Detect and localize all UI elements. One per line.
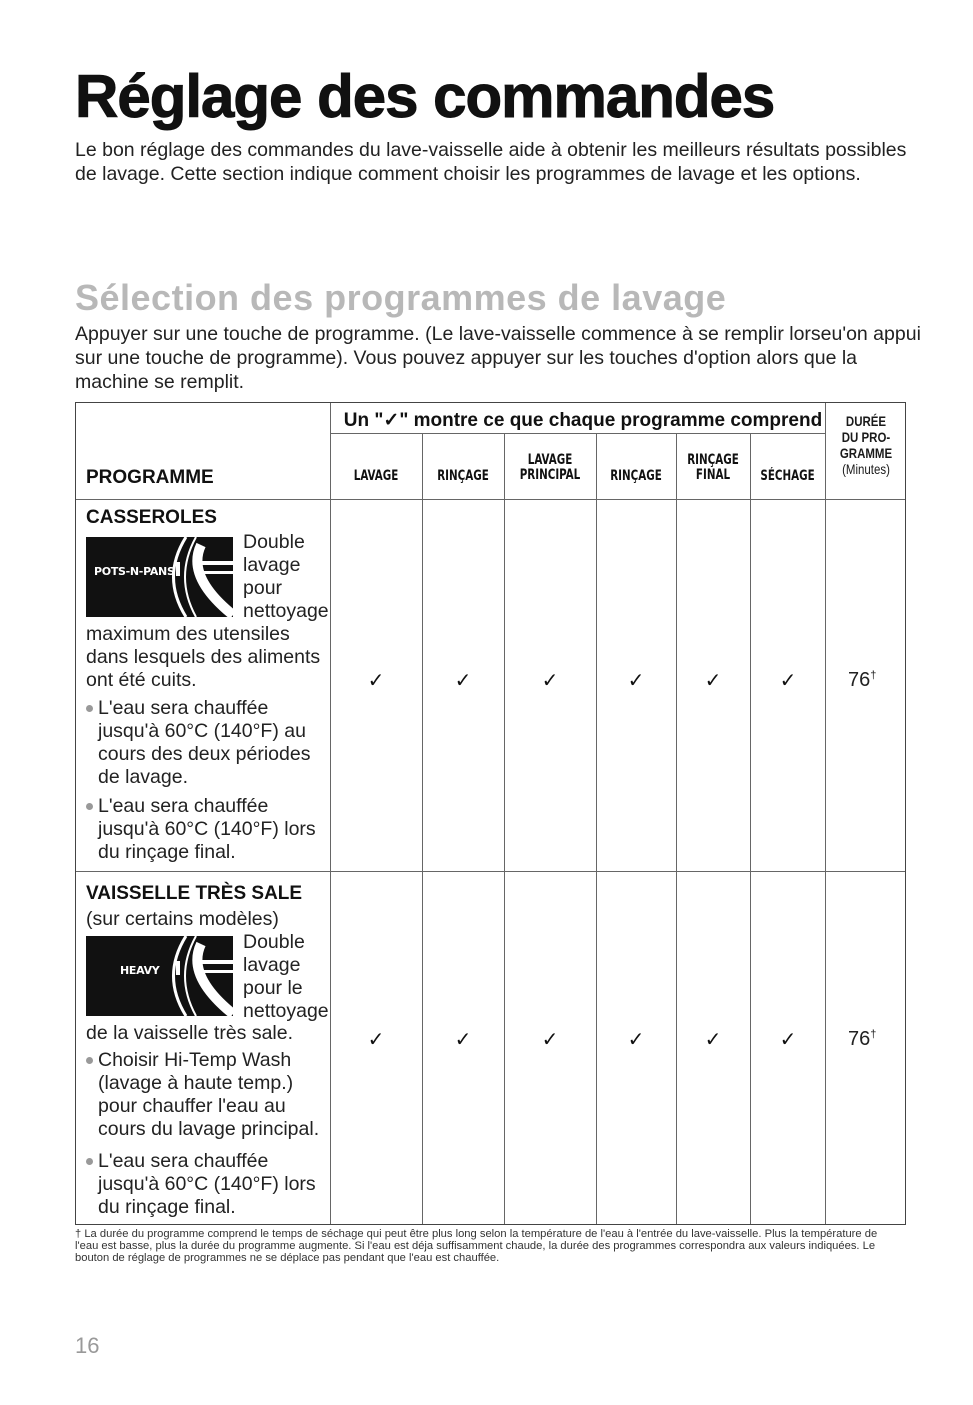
duration-value <box>848 1028 876 1051</box>
table-divider <box>596 433 597 1224</box>
bullet-text: L'eau sera chauffée jusqu'à 60°C (140°F) au cours des deux périodes de lavage. <box>98 697 311 788</box>
program-name-vaisselle-tres-sale: VAISSELLE TRÈS SALE <box>86 883 303 904</box>
program-beside-text <box>243 931 329 1023</box>
duration-header-line: DU PRO- <box>841 429 891 445</box>
beside-line: Double <box>243 931 305 953</box>
program-beside-text <box>243 531 329 623</box>
table-divider <box>330 433 825 434</box>
program-bullet <box>86 795 331 864</box>
check-mark: ✓ <box>627 668 645 692</box>
bullet-dot <box>86 705 93 712</box>
beside-line: nettoyage <box>243 600 329 622</box>
table-divider <box>676 433 677 1224</box>
check-mark: ✓ <box>367 668 385 692</box>
table-divider <box>504 433 505 1224</box>
check-mark: ✓ <box>541 668 559 692</box>
column-header-rincage-final-text: RINÇAGE FINAL <box>687 452 739 483</box>
beside-line: pour le <box>243 977 303 999</box>
bullet-dot <box>86 803 93 810</box>
column-header-lavage-principal-text: LAVAGE PRINCIPAL <box>519 452 581 483</box>
section-title: Sélection des programmes de lavage <box>75 277 727 318</box>
check-mark: ✓ <box>779 1027 797 1051</box>
program-name-casseroles: CASSEROLES <box>86 507 217 528</box>
dial-arc-icon <box>86 936 233 1016</box>
dagger-mark: † <box>870 1028 877 1041</box>
badge-label: POTS-N-PANS <box>94 565 175 578</box>
heavy-button-image <box>86 936 233 1016</box>
bullet-text: Choisir Hi-Temp Wash (lavage à haute temp.) pour chauffer l'eau au cours du lavage principal. <box>98 1049 320 1140</box>
section-intro: Appuyer sur une touche de programme. (Le lave-vaisselle commence à se remplir lorseu'on appui sur une touche de programme). Vous pouvez appuyer sur les touches d'option alors que la machine se remplit. <box>75 323 921 393</box>
beside-line: Double <box>243 531 305 553</box>
column-header-sechage: SÉCHAGE <box>760 468 815 484</box>
bullet-text: L'eau sera chauffée jusqu'à 60°C (140°F) lors du rinçage final. <box>98 1150 316 1218</box>
duration-header-line: DURÉE <box>845 413 887 429</box>
check-mark: ✓ <box>367 1027 385 1051</box>
check-mark: ✓ <box>704 668 722 692</box>
bullet-text: L'eau sera chauffée jusqu'à 60°C (140°F) lors du rinçage final. <box>98 795 316 863</box>
duration-number: 76 <box>848 1028 871 1050</box>
program-description: de la vaisselle très sale. <box>86 1022 294 1044</box>
beside-line: lavage <box>243 954 301 976</box>
program-bullet <box>86 697 331 789</box>
table-banner: Un "✓" montre ce que chaque programme comprend <box>343 410 823 431</box>
check-mark: ✓ <box>541 1027 559 1051</box>
table-divider <box>422 433 423 1224</box>
table-divider <box>76 499 905 500</box>
program-bullet <box>86 1049 331 1141</box>
program-table <box>75 402 906 1225</box>
page-title: Réglage des commandes <box>75 63 775 130</box>
column-header-rincage: RINÇAGE <box>437 468 489 484</box>
badge-label: HEAVY <box>120 964 160 977</box>
program-subtitle: (sur certains modèles) <box>86 908 279 930</box>
column-header-rincage-final <box>683 453 744 483</box>
check-mark: ✓ <box>627 1027 645 1051</box>
beside-line: pour <box>243 577 283 599</box>
page-number: 16 <box>75 1333 100 1358</box>
pots-n-pans-button-image <box>86 537 233 617</box>
program-bullet <box>86 1150 331 1219</box>
column-header-rincage-2: RINÇAGE <box>610 468 662 484</box>
bullet-dot <box>86 1158 93 1165</box>
duration-value <box>848 669 876 692</box>
column-header-lavage-principal <box>512 453 587 483</box>
table-divider <box>76 871 905 872</box>
program-column-header: PROGRAMME <box>86 467 214 488</box>
check-mark: ✓ <box>704 1027 722 1051</box>
check-mark: ✓ <box>454 1027 472 1051</box>
table-divider <box>825 403 826 1224</box>
column-header-lavage: LAVAGE <box>353 468 399 484</box>
check-mark: ✓ <box>454 668 472 692</box>
footnote: † La durée du programme comprend le temps de séchage qui peut être plus long selon la température de l'eau à l'entrée du lave-vaisselle. Plus la température de l'eau est basse, plus la durée du programme augmente. Si l'eau est déja suffisamment chaude, la durée des programmes correspondra aux valeurs indiquées. Le bouton de réglage de programmes ne se déplace pas pendant que l'eau est chauffée. <box>75 1228 878 1264</box>
program-description: maximum des utensiles dans lesquels des aliments ont été cuits. <box>86 623 321 691</box>
bullet-dot <box>86 1057 93 1064</box>
duration-header <box>834 413 898 477</box>
duration-header-line: (Minutes) <box>842 461 890 477</box>
intro-paragraph: Le bon réglage des commandes du lave-vaisselle aide à obtenir les meilleurs résultats possibles de lavage. Cette section indique comment choisir les programmes de lavage et les options. <box>75 139 907 185</box>
duration-number: 76 <box>848 669 871 691</box>
duration-header-line: GRAMME <box>839 445 893 461</box>
check-mark: ✓ <box>779 668 797 692</box>
beside-line: lavage <box>243 554 301 576</box>
dagger-mark: † <box>870 669 877 682</box>
table-divider <box>750 433 751 1224</box>
beside-line: nettoyage <box>243 1000 329 1022</box>
